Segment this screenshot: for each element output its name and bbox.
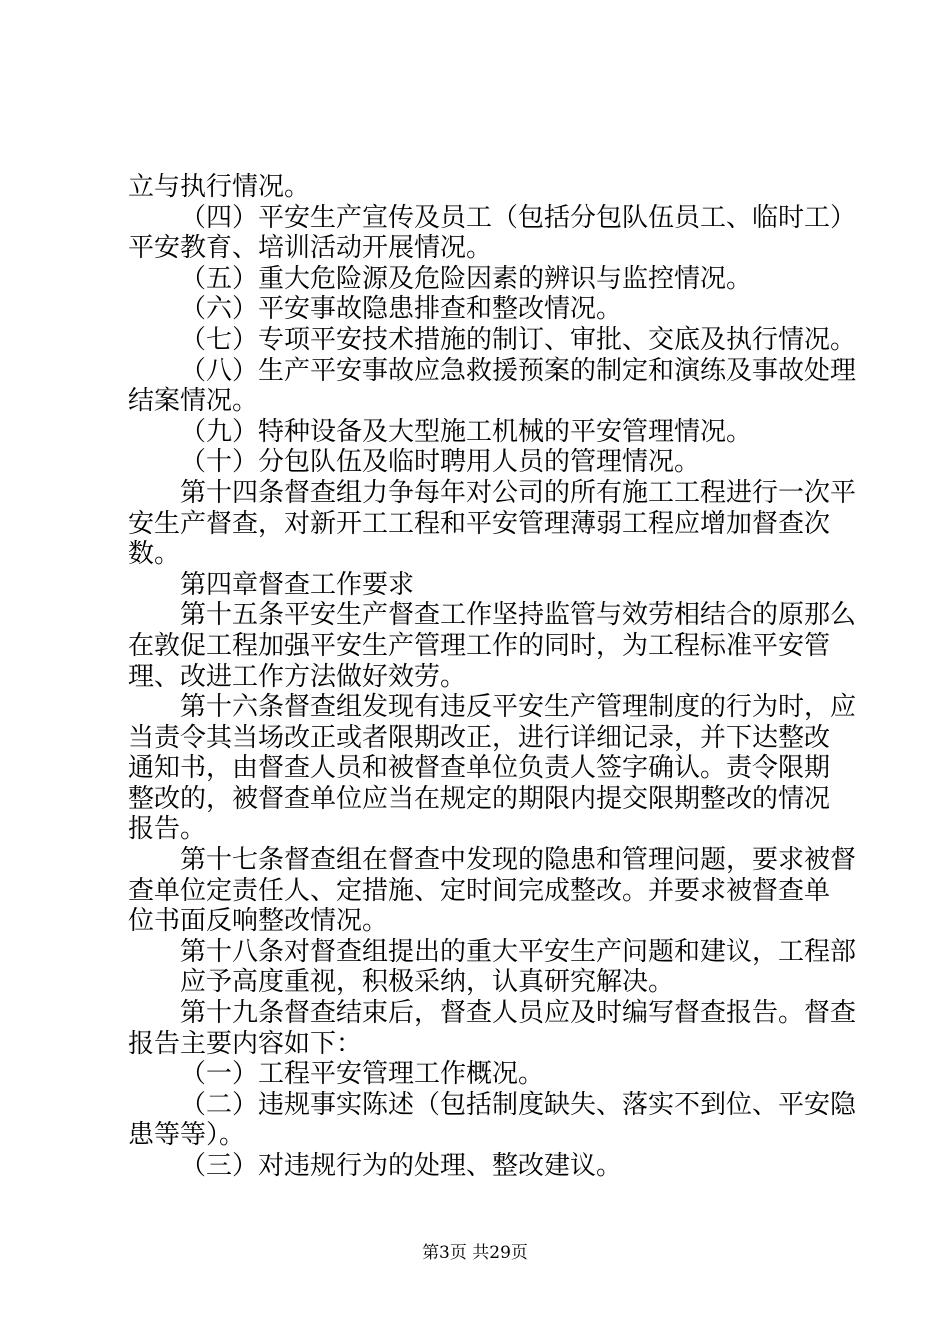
text-line: 第十七条督查组在督查中发现的隐患和管理问题，要求被督 <box>180 845 857 876</box>
text-line: 第十五条平安生产督查工作坚持监管与效劳相结合的原那么 <box>180 600 857 631</box>
text-line: 整改的，被督查单位应当在规定的期限内提交限期整改的情况 <box>128 783 831 814</box>
page-footer: 第3页 共29页 <box>422 1243 528 1263</box>
text-line: 结案情况。 <box>128 386 259 417</box>
text-line: （二）违规事实陈述（包括制度缺失、落实不到位、平安隐 <box>180 1089 857 1120</box>
text-line: （四）平安生产宣传及员工（包括分包队伍员工、临时工） <box>180 202 857 233</box>
text-line: 平安教育、培训活动开展情况。 <box>128 233 493 264</box>
text-line: 立与执行情况。 <box>128 172 311 202</box>
document-body <box>128 172 857 1182</box>
text-line: （六）平安事故隐患排查和整改情况。 <box>180 294 623 325</box>
text-line: 报告。 <box>128 814 207 845</box>
text-line: 第十八条对督查组提出的重大平安生产问题和建议，工程部 <box>180 936 857 967</box>
text-line: 患等等）。 <box>128 1120 246 1151</box>
text-line: 在敦促工程加强平安生产管理工作的同时，为工程标准平安管 <box>128 630 831 661</box>
text-line: 第十六条督查组发现有违反平安生产管理制度的行为时，应 <box>180 692 857 723</box>
text-line: （五）重大危险源及危险因素的辨识与监控情况。 <box>180 263 753 294</box>
text-line: 当责令其当场改正或者限期改正，进行详细记录，并下达整改 <box>128 722 831 753</box>
text-line: （八）生产平安事故应急救援预案的制定和演练及事故处理 <box>180 355 857 386</box>
text-line: （三）对违规行为的处理、整改建议。 <box>180 1151 623 1181</box>
text-line: （七）专项平安技术措施的制订、审批、交底及执行情况。 <box>180 324 857 355</box>
text-line: 查单位定责任人、定措施、定时间完成整改。并要求被督查单 <box>128 875 831 906</box>
text-line: 理、改进工作方法做好效劳。 <box>128 661 467 692</box>
text-line: （九）特种设备及大型施工机械的平安管理情况。 <box>180 416 753 447</box>
text-line: 位书面反响整改情况。 <box>128 906 389 937</box>
text-line: 通知书，由督查人员和被督查单位负责人签字确认。责令限期 <box>128 753 831 784</box>
text-line: 报告主要内容如下： <box>128 1028 363 1059</box>
text-line: 第四章督查工作要求 <box>180 569 415 600</box>
text-line: 数。 <box>128 539 181 570</box>
text-line: 第十四条督查组力争每年对公司的所有施工工程进行一次平 <box>180 477 857 508</box>
text-line: 安生产督查，对新开工工程和平安管理薄弱工程应增加督查次 <box>128 508 831 539</box>
text-line: （十）分包队伍及临时聘用人员的管理情况。 <box>180 447 701 478</box>
text-line: （一）工程平安管理工作概况。 <box>180 1059 545 1090</box>
text-line: 第十九条督查结束后，督查人员应及时编写督查报告。督查 <box>180 998 857 1029</box>
text-line: 应予高度重视，积极采纳，认真研究解决。 <box>180 967 675 998</box>
